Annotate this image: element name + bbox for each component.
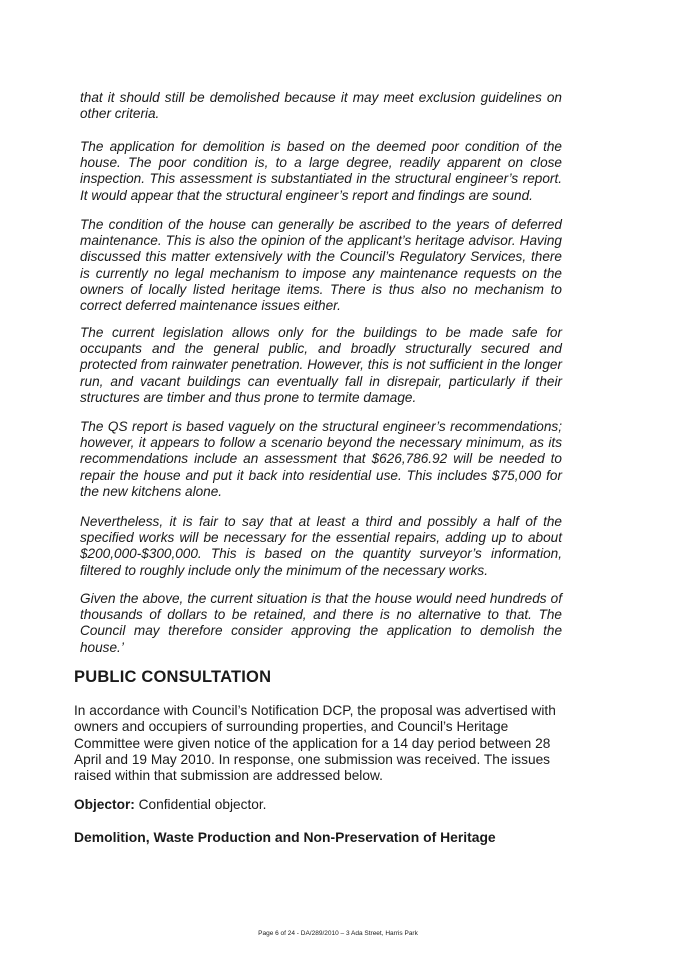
quote-paragraph-5: The QS report is based vaguely on the structural engineer’s recommendations; however, it appears to follow a scenario beyond the necessary minimum, as its recommendations include an assessment that $626,786.92 will be needed to repair the house and put it back into residential use. This includes $75,000 for the new kitchens alone. [80,419,562,499]
quote-paragraph-3: The condition of the house can generally be ascribed to the years of deferred maintenance. This is also the opinion of the applicant’s heritage advisor. Having discussed this matter extensively with the Council’s Regulatory Services, there is currently no legal mechanism to impose any maintenance requests on the owners of locally listed heritage items. There is thus also no mechanism to correct deferred maintenance issues either. [80,217,562,314]
quote-paragraph-2: The application for demolition is based on the deemed poor condition of the house. The poor condition is, to a large degree, readily apparent on close inspection. This assessment is substantiated in the structural engineer’s report. It would appear that the structural engineer’s report and findings are sound. [80,139,562,203]
objector-value: Confidential objector. [134,797,267,812]
quote-paragraph-4: The current legislation allows only for the buildings to be made safe for occupants and the general public, and broadly structurally secured and protected from rainwater penetration. However, this is not sufficient in the longer run, and vacant buildings can eventually fall in disrepair, particularly if their structures are timber and thus prone to termite damage. [80,325,562,405]
quote-paragraph-7: Given the above, the current situation is that the house would need hundreds of thousands of dollars to be retained, and there is no alternative to that. The Council may therefore consider approving the application to demolish the house.’ [80,591,562,655]
objector-label: Objector: [74,797,135,812]
subsection-heading: Demolition, Waste Production and Non-Preservation of Heritage [74,829,496,845]
quote-paragraph-6: Nevertheless, it is fair to say that at least a third and possibly a half of the specified works will be necessary for the essential repairs, adding up to about $200,000-$300,000. This is based on the quantity surveyor’s information, filtered to roughly include only the minimum of the necessary works. [80,514,562,578]
page-footer: Page 6 of 24 - DA/289/2010 – 3 Ada Street, Harris Park [258,930,418,937]
objector-line [74,797,266,812]
consultation-paragraph: In accordance with Council’s Notification DCP, the proposal was advertised with owners and occupiers of surrounding properties, and Council’s Heritage Committee were given notice of the application for a 14 day period between 28 April and 19 May 2010. In response, one submission was received. The issues raised within that submission are addressed below. [74,703,556,784]
section-heading: PUBLIC CONSULTATION [74,668,272,686]
quote-paragraph-1: that it should still be demolished because it may meet exclusion guidelines on other criteria. [80,90,562,122]
